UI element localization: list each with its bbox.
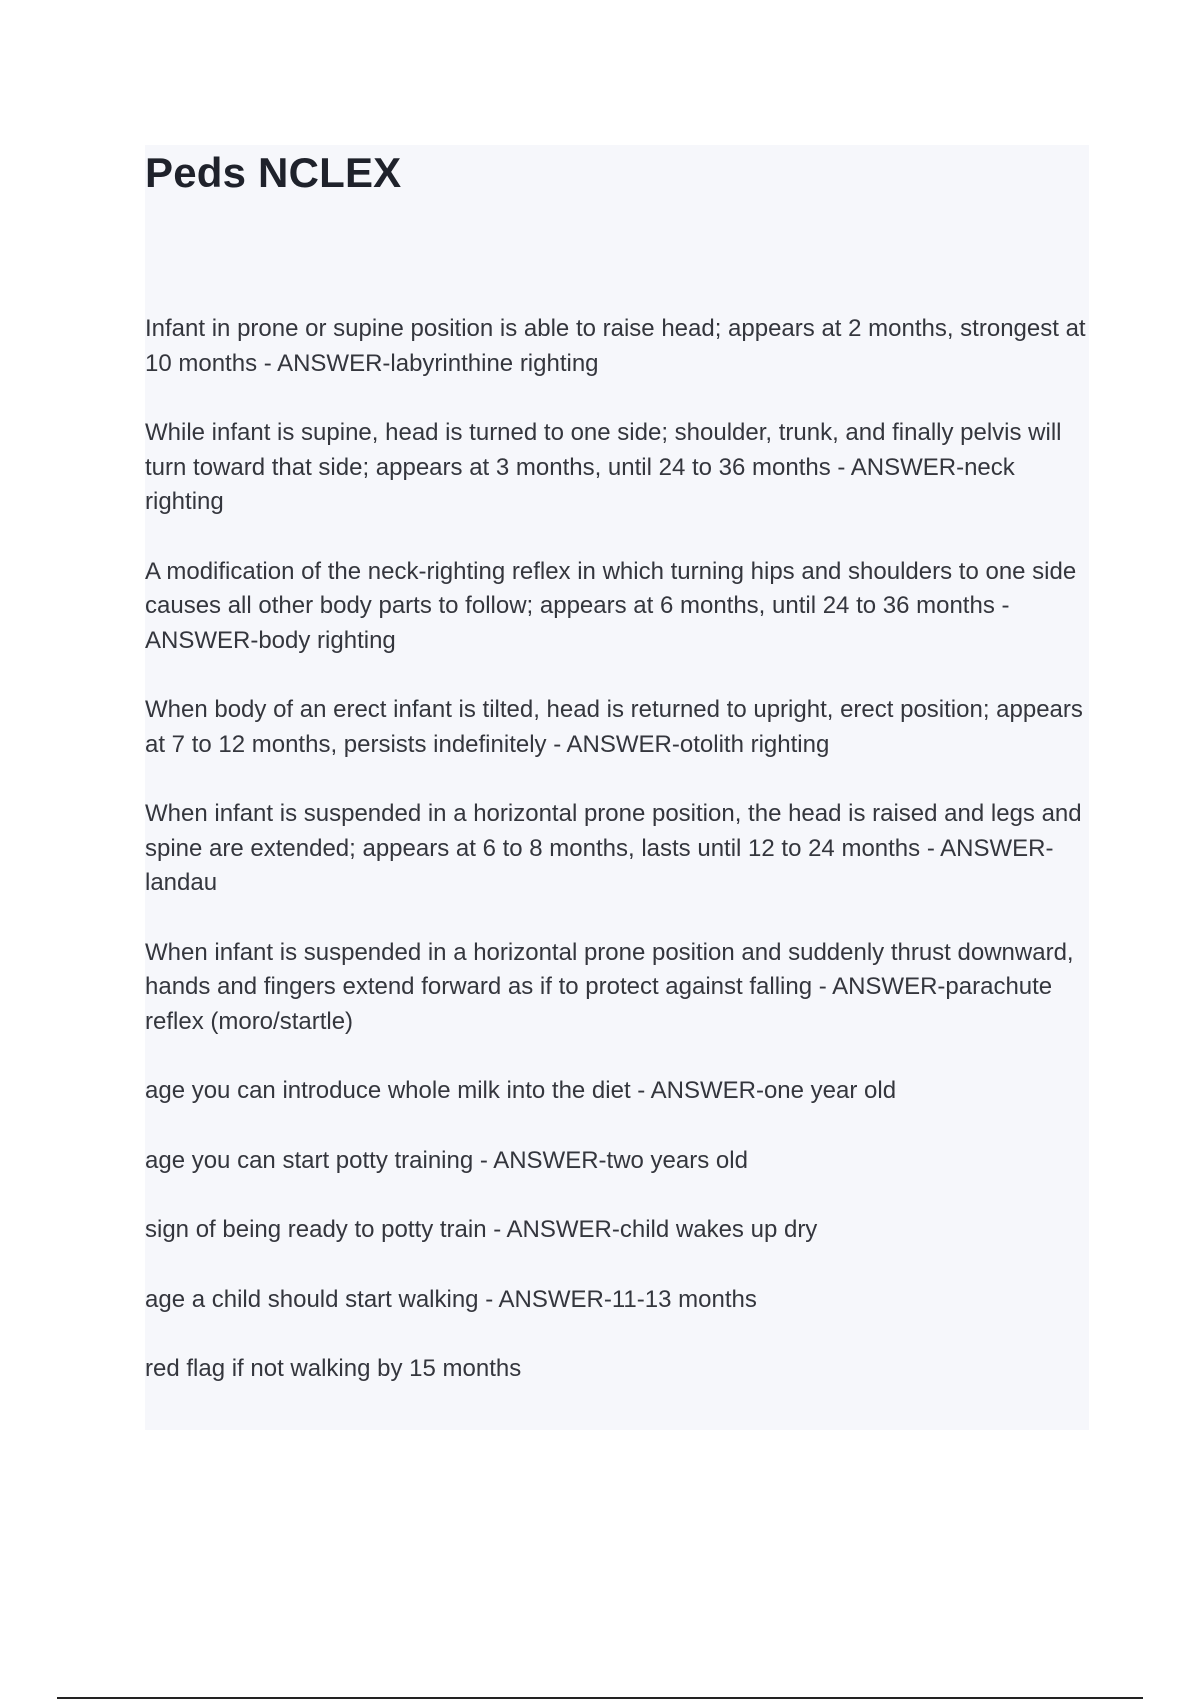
qa-item: When body of an erect infant is tilted, head is returned to upright, erect position; appears at 7 to 12 months, persists indefinitely - ANSWER-otolith righting: [145, 696, 1083, 758]
qa-item: While infant is supine, head is turned to one side; shoulder, trunk, and finally pelvis will turn toward that side; appears at 3 months, until 24 to 36 months - ANSWER-neck righting: [145, 419, 1062, 515]
qa-item: age you can introduce whole milk into the diet - ANSWER-one year old: [145, 1077, 897, 1104]
qa-item: sign of being ready to potty train - ANSWER-child wakes up dry: [145, 1216, 818, 1243]
qa-item: age you can start potty training - ANSWER-two years old: [145, 1146, 748, 1174]
qa-item: red flag if not walking by 15 months: [145, 1355, 522, 1382]
qa-item: When infant is suspended in a horizontal prone position and suddenly thrust downward, hands and fingers extend forward as if to protect against falling - ANSWER-parachute reflex (moro/startle): [145, 938, 1074, 1035]
qa-item: A modification of the neck-righting reflex in which turning hips and shoulders to one side causes all other body parts to follow; appears at 6 months, until 24 to 36 months - ANSWER-body righting: [145, 557, 1077, 654]
page-title: Peds NCLEX: [145, 149, 402, 196]
bottom-divider: [57, 1697, 1143, 1699]
qa-item: When infant is suspended in a horizontal prone position, the head is raised and legs and spine are extended; appears at 6 to 8 months, lasts until 12 to 24 months - ANSWER-landau: [145, 800, 1082, 896]
qa-list: [145, 312, 1095, 1422]
qa-item: age a child should start walking - ANSWER-11-13 months: [145, 1285, 757, 1313]
qa-item: Infant in prone or supine position is able to raise head; appears at 2 months, strongest at 10 months - ANSWER-labyrinthine righting: [145, 315, 1086, 377]
